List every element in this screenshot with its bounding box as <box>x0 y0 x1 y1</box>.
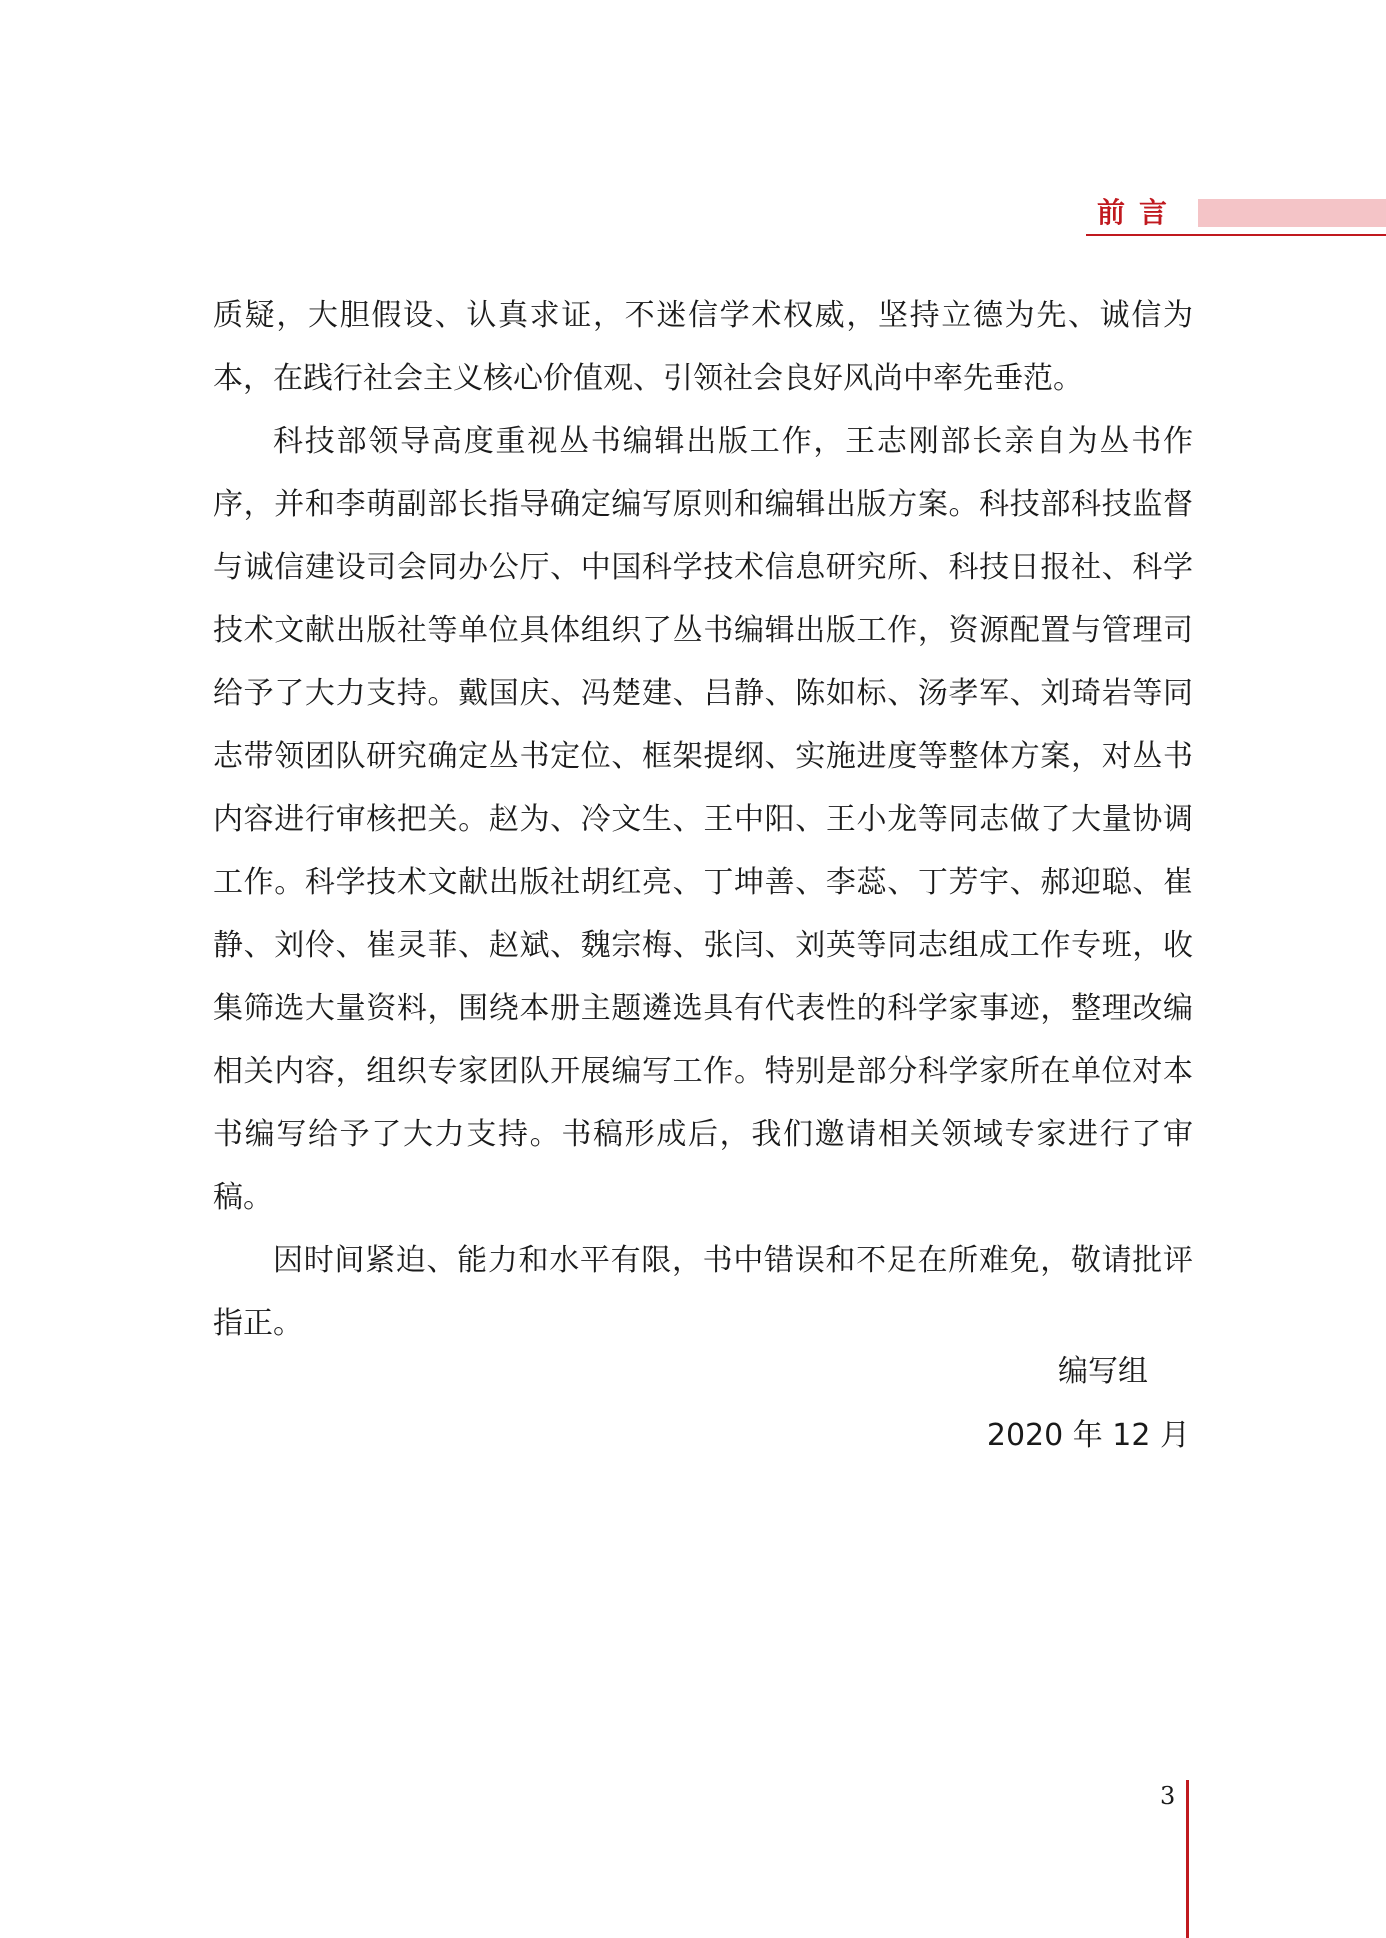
signature-org: 编写组 <box>1058 1354 1148 1389</box>
paragraph-1: 质疑，大胆假设、认真求证，不迷信学术权威，坚持立德为先、诚信为本，在践行社会主义核心价值观、引领社会良好风尚中率先垂范。 <box>213 298 1193 396</box>
section-title: 前言 <box>1096 196 1181 229</box>
signature-date: 2020 年 12 月 <box>986 1418 1190 1453</box>
page-number-rule <box>1186 1780 1189 1938</box>
paragraph-3: 因时间紧迫、能力和水平有限，书中错误和不足在所难免，敬请批评指正。 <box>213 1243 1193 1341</box>
page-number: 3 <box>1160 1782 1176 1810</box>
header-rule <box>1086 234 1386 236</box>
running-header <box>1086 196 1386 236</box>
preface-body <box>213 284 1193 1355</box>
paragraph-2: 科技部领导高度重视丛书编辑出版工作，王志刚部长亲自为丛书作序，并和李萌副部长指导确定编写原则和编辑出版方案。科技部科技监督与诚信建设司会同办公厅、中国科学技术信息研究所、科技日报社、科学技术文献出版社等单位具体组织了丛书编辑出版工作，资源配置与管理司给予了大力支持。戴国庆、冯楚建、吕静、陈如标、汤孝军、刘琦岩等同志带领团队研究确定丛书定位、框架提纲、实施进度等整体方案，对丛书内容进行审核把关。赵为、冷文生、王中阳、王小龙等同志做了大量协调工作。科学技术文献出版社胡红亮、丁坤善、李蕊、丁芳宇、郝迎聪、崔静、刘伶、崔灵菲、赵斌、魏宗梅、张闫、刘英等同志组成工作专班，收集筛选大量资料，围绕本册主题遴选具有代表性的科学家事迹，整理改编相关内容，组织专家团队开展编写工作。特别是部分科学家所在单位对本书编写给予了大力支持。书稿形成后，我们邀请相关领域专家进行了审稿。 <box>213 424 1193 1215</box>
header-decoration-bar <box>1198 199 1386 227</box>
